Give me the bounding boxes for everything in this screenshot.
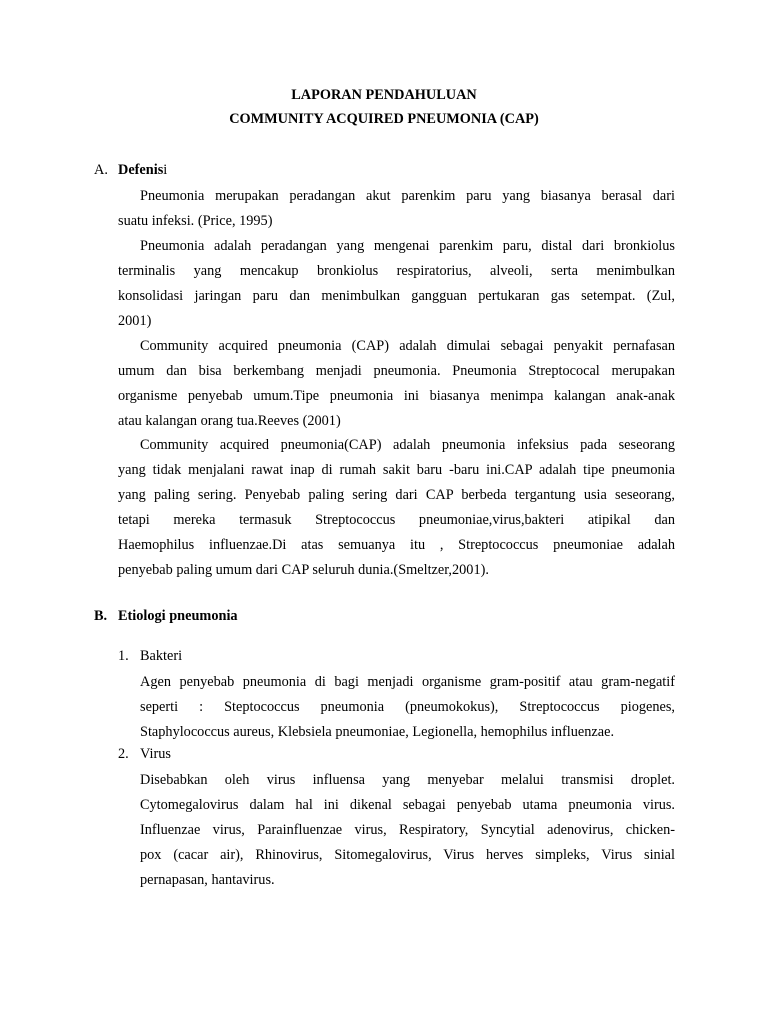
paragraph-line: terminalis yang mencakup bronkiolus respiratorius, alveoli, serta menimbulkan [118,263,675,279]
paragraph-line: Haemophilus influenzae.Di atas semuanya itu , Streptococcus pneumoniae adalah [118,537,675,553]
paragraph-line: Staphylococcus aureus, Klebsiela pneumoniae, Legionella, hemophilus influenzae. [140,724,615,740]
paragraph-line: Cytomegalovirus dalam hal ini dikenal sebagai penyebab utama pneumonia virus. [140,797,675,813]
paragraph-line: tetapi mereka termasuk Streptococcus pneumoniae,virus,bakteri atipikal dan [118,512,675,528]
paragraph-line: seperti : Steptococcus pneumonia (pneumokokus), Streptococcus piogenes, [140,699,675,715]
paragraph-definition-4 [118,433,675,583]
section-a-title: Defenis [118,162,164,178]
list-item-body [140,768,675,893]
paragraph-definition-1 [118,184,675,234]
paragraph-line: Community acquired pneumonia(CAP) adalah pneumonia infeksius pada seseorang [140,437,675,453]
paragraph-line: pernapasan, hantavirus. [140,872,275,888]
list-item-title: Bakteri [140,648,183,664]
section-a-title-tail: i [163,162,168,178]
paragraph-line: Disebabkan oleh virus influensa yang menyebar melalui transmisi droplet. [140,772,675,788]
section-a-heading [94,162,167,179]
paragraph-line: Influenzae virus, Parainfluenzae virus, Respiratory, Syncytial adenovirus, chicken- [140,822,675,838]
paragraph-line: penyebab paling umum dari CAP seluruh dunia.(Smeltzer,2001). [118,562,489,578]
document-title: LAPORAN PENDAHULUAN [291,87,477,103]
section-b-heading [94,608,238,625]
paragraph-line: Community acquired pneumonia (CAP) adalah dimulai sebagai penyakit pernafasan [140,338,675,354]
section-a-label: A. [94,162,108,178]
paragraph-line: Pneumonia adalah peradangan yang mengenai parenkim paru, distal dari bronkiolus [140,238,675,254]
paragraph-line: suatu infeksi. (Price, 1995) [118,213,273,229]
paragraph-line: yang tidak menjalani rawat inap di rumah sakit baru -baru ini.CAP adalah tipe pneumonia [118,462,675,478]
paragraph-line: Pneumonia merupakan peradangan akut parenkim paru yang biasanya berasal dari [140,188,675,204]
paragraph-definition-3 [118,334,675,434]
paragraph-line: pox (cacar air), Rhinovirus, Sitomegalovirus, Virus herves simpleks, Virus sinial [140,847,675,863]
paragraph-line: yang paling sering. Penyebab paling sering dari CAP berbeda tergantung usia seseorang, [118,487,675,503]
list-item-body [140,670,675,745]
paragraph-definition-2 [118,234,675,334]
paragraph-line: organisme penyebab umum.Tipe pneumonia ini biasanya menimpa kalangan anak-anak [118,388,675,404]
paragraph-line: konsolidasi jaringan paru dan menimbulkan gangguan pertukaran gas setempat. (Zul, [118,288,675,304]
list-item-number: 1. [118,648,129,664]
paragraph-line: Agen penyebab pneumonia di bagi menjadi organisme gram-positif atau gram-negatif [140,674,675,690]
list-item-title: Virus [140,746,171,762]
section-b-label: B. [94,608,108,624]
list-item-number: 2. [118,746,129,762]
paragraph-line: 2001) [118,313,152,329]
section-b-title: Etiologi pneumonia [118,608,238,624]
paragraph-line: umum dan bisa berkembang menjadi pneumonia. Pneumonia Streptococal merupakan [118,363,675,379]
document-subtitle: COMMUNITY ACQUIRED PNEUMONIA (CAP) [229,111,539,127]
paragraph-line: atau kalangan orang tua.Reeves (2001) [118,413,341,429]
